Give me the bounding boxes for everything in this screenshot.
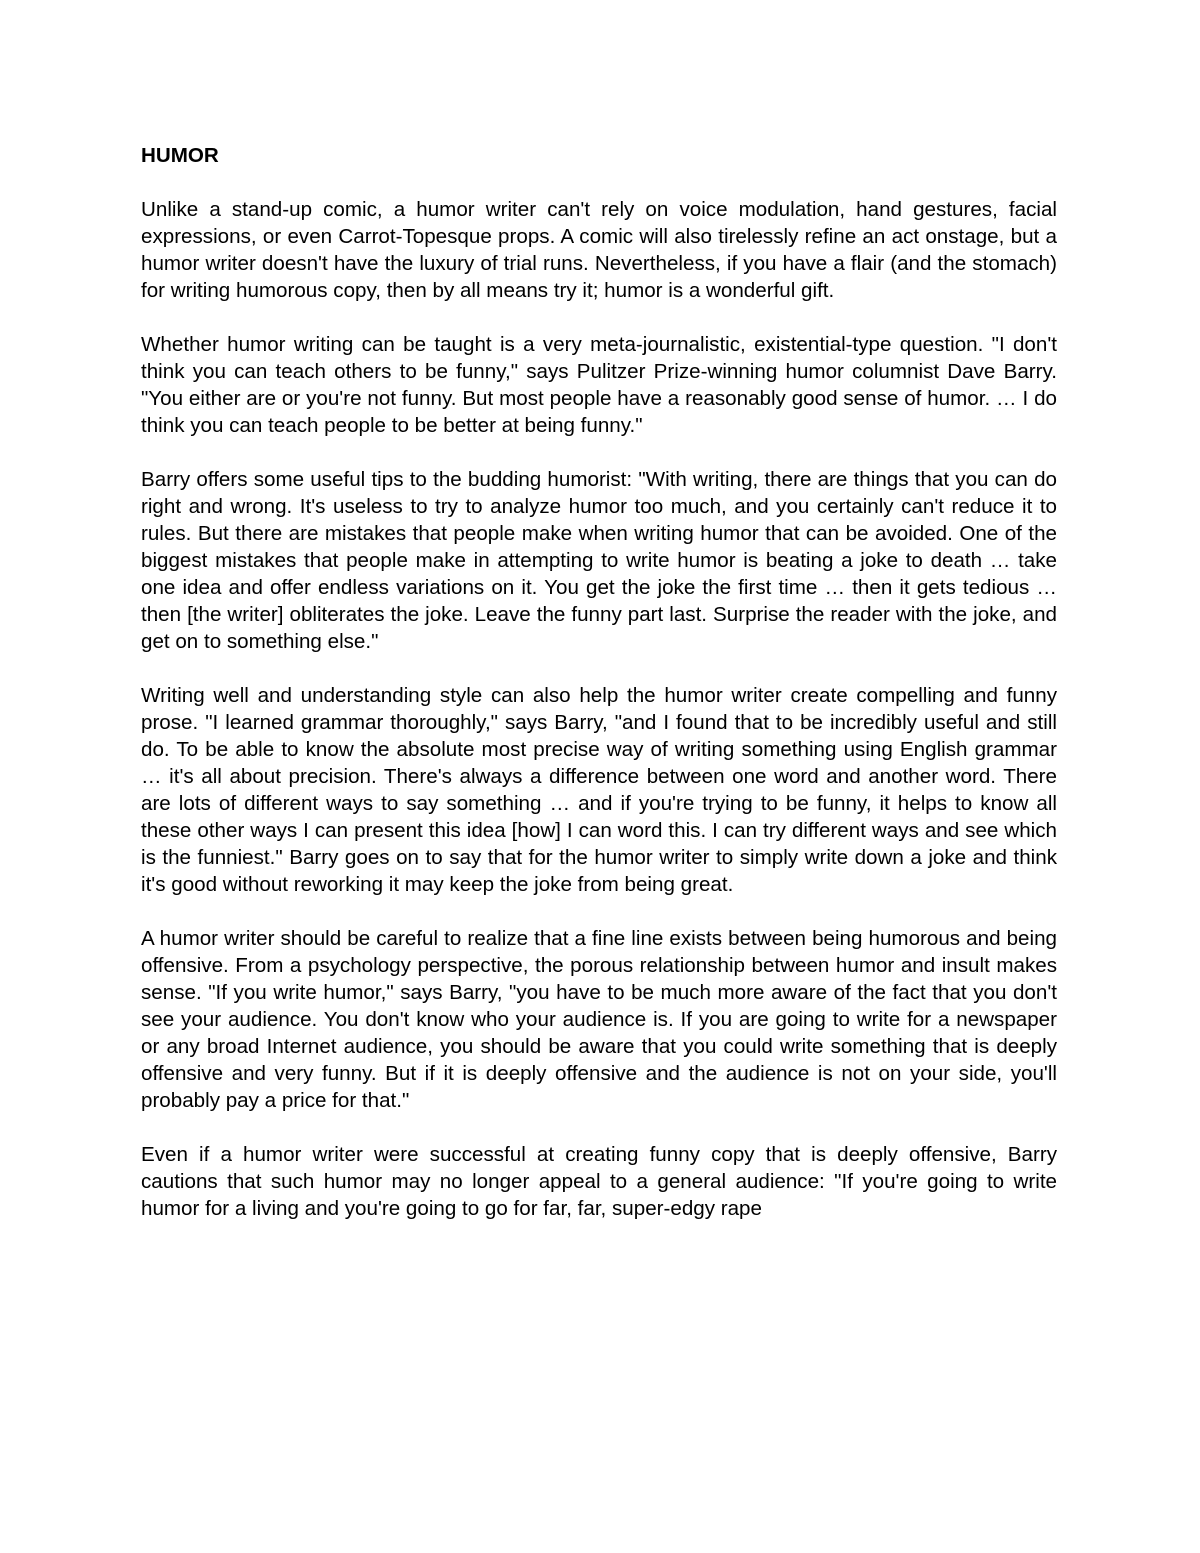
- paragraph-5: A humor writer should be careful to realize that a fine line exists between being humorous and being offensive. From a psychology perspective, the porous relationship between humor and insult makes sense. "If you write humor," says Barry, "you have to be much more aware of the fact that you don't see your audience. You don't know who your audience is. If you are going to write for a newspaper or any broad Internet audience, you should be aware that you could write something that is deeply offensive and very funny. But if it is deeply offensive and the audience is not on your side, you'll probably pay a price for that.": [141, 927, 1057, 1112]
- paragraph-4: Writing well and understanding style can also help the humor writer create compelling and funny prose. "I learned grammar thoroughly," says Barry, "and I found that to be incredibly useful and still do. To be able to know the absolute most precise way of writing something using English grammar … it's all about precision. There's always a difference between one word and another word. There are lots of different ways to say something … and if you're trying to be funny, it helps to know all these other ways I can present this idea [how] I can word this. I can try different ways and see which is the funniest." Barry goes on to say that for the humor writer to simply write down a joke and think it's good without reworking it may keep the joke from being great.: [141, 684, 1057, 896]
- paragraph-6: Even if a humor writer were successful at creating funny copy that is deeply offensive, Barry cautions that such humor may no longer appeal to a general audience: "If you're going to write humor for a living and you're going to go for far, far, super-edgy rape: [141, 1143, 1057, 1220]
- document-body: [141, 142, 1057, 1249]
- document-title: HUMOR: [141, 144, 219, 167]
- paragraph-2: Whether humor writing can be taught is a very meta-journalistic, existential-type question. "I don't think you can teach others to be funny," says Pulitzer Prize-winning humor columnist Dave Barry. "You either are or you're not funny. But most people have a reasonably good sense of humor. … I do think you can teach people to be better at being funny.": [141, 333, 1057, 437]
- paragraph-1: Unlike a stand-up comic, a humor writer can't rely on voice modulation, hand gestures, facial expressions, or even Carrot-Topesque props. A comic will also tirelessly refine an act onstage, but a humor writer doesn't have the luxury of trial runs. Nevertheless, if you have a flair (and the stomach) for writing humorous copy, then by all means try it; humor is a wonderful gift.: [141, 198, 1057, 302]
- paragraph-3: Barry offers some useful tips to the budding humorist: "With writing, there are things that you can do right and wrong. It's useless to try to analyze humor too much, and you certainly can't reduce it to rules. But there are mistakes that people make when writing humor that can be avoided. One of the biggest mistakes that people make in attempting to write humor is beating a joke to death … take one idea and offer endless variations on it. You get the joke the first time … then it gets tedious … then [the writer] obliterates the joke. Leave the funny part last. Surprise the reader with the joke, and get on to something else.": [141, 468, 1057, 653]
